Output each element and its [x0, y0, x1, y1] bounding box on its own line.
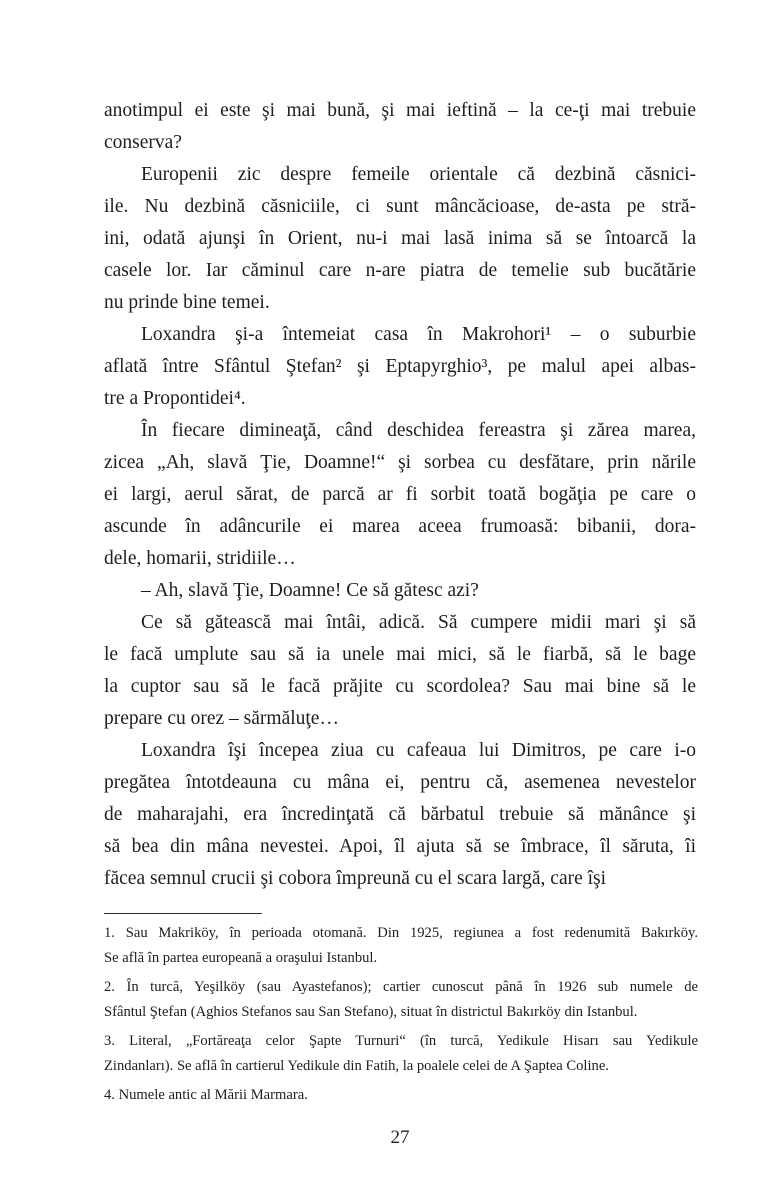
footnote	[104, 921, 698, 971]
body-line: ei largi, aerul sărat, de parcă ar fi sorbit toată bogăţia pe care o	[104, 484, 696, 505]
body-line: Loxandra şi-a întemeiat casa în Makrohori¹ – o suburbie	[141, 324, 696, 345]
body-line: la cuptor sau să le facă prăjite cu scordolea? Sau mai bine să le	[104, 676, 696, 697]
body-line: Europenii zic despre femeile orientale că dezbină căsnici-	[141, 164, 696, 185]
body-line: casele lor. Iar căminul care n-are piatra de temelie sub bucătărie	[104, 260, 696, 281]
body-line: conserva?	[104, 132, 182, 153]
body-line: Ce să gătească mai întâi, adică. Să cumpere midii mari şi să	[141, 612, 696, 633]
footnote-line: 4. Numele antic al Mării Marmara.	[104, 1087, 308, 1103]
body-line: Loxandra îşi începea ziua cu cafeaua lui Dimitros, pe care i-o	[141, 740, 696, 761]
body-line: le facă umplute sau să ia unele mai mici, să le fiarbă, să le bage	[104, 644, 696, 665]
body-line: zicea „Ah, slavă Ţie, Doamne!“ şi sorbea cu desfătare, prin nările	[104, 452, 696, 473]
body-line: ascunde în adâncurile ei marea aceea frumoasă: bibanii, dora-	[104, 516, 696, 537]
footnote	[104, 1029, 698, 1079]
footnote-line: 3. Literal, „Fortăreaţa celor Şapte Turnuri“ (în turcă, Yedikule Hisarı sau Yedikule	[104, 1033, 698, 1049]
paragraph	[104, 415, 696, 575]
body-line: să bea din mâna nevestei. Apoi, îl ajuta să se îmbrace, îl săruta, îi	[104, 836, 696, 857]
paragraph	[104, 319, 696, 415]
footnote-line: 1. Sau Makriköy, în perioada otomană. Din 1925, regiunea a fost redenumită Bakırköy.	[104, 925, 698, 941]
footnote	[104, 975, 698, 1025]
paragraph	[104, 607, 696, 735]
body-line: făcea semnul crucii şi cobora împreună cu el scara largă, care îşi	[104, 868, 607, 889]
footnote	[104, 1083, 698, 1108]
body-text-block	[104, 95, 696, 895]
paragraph	[104, 735, 696, 895]
footnote-separator	[104, 913, 262, 914]
footnote-line: Se află în partea europeană a oraşului Istanbul.	[104, 950, 378, 966]
body-line: În fiecare dimineaţă, când deschidea fereastra şi zărea marea,	[141, 420, 696, 441]
body-line: anotimpul ei este şi mai bună, şi mai ieftină – la ce-ţi mai trebuie	[104, 100, 696, 121]
footnote-line: 2. În turcă, Yeşilköy (sau Ayastefanos); cartier cunoscut până în 1926 sub numele de	[104, 979, 698, 995]
page-number: 27	[390, 1127, 410, 1148]
body-line: prepare cu orez – sărmăluţe…	[104, 708, 339, 729]
body-line: ile. Nu dezbină căsniciile, ci sunt mâncăcioase, de-asta pe stră-	[104, 196, 696, 217]
body-line: nu prinde bine temei.	[104, 292, 270, 313]
paragraph	[104, 95, 696, 159]
body-line: tre a Propontidei⁴.	[104, 388, 246, 409]
footnote-line: Zindanları). Se află în cartierul Yedikule din Fatih, la poalele celei de A Şaptea Coline.	[104, 1058, 609, 1074]
footnote-line: Sfântul Ştefan (Aghios Stefanos sau San Stefano), situat în districtul Bakırköy din Istanbul.	[104, 1004, 638, 1020]
paragraph	[104, 575, 696, 607]
body-line: – Ah, slavă Ţie, Doamne! Ce să gătesc azi?	[141, 580, 479, 601]
paragraph	[104, 159, 696, 319]
body-line: pregătea întotdeauna cu mâna ei, pentru că, asemenea nevestelor	[104, 772, 696, 793]
body-line: ini, odată ajunşi în Orient, nu-i mai lasă inima să se întoarcă la	[104, 228, 696, 249]
body-line: dele, homarii, stridiile…	[104, 548, 296, 569]
footnotes-block	[104, 921, 698, 1112]
body-line: de maharajahi, era încredinţată că bărbatul trebuie să mănânce şi	[104, 804, 696, 825]
body-line: aflată între Sfântul Ştefan² şi Eptapyrghio³, pe malul apei albas-	[104, 356, 696, 377]
